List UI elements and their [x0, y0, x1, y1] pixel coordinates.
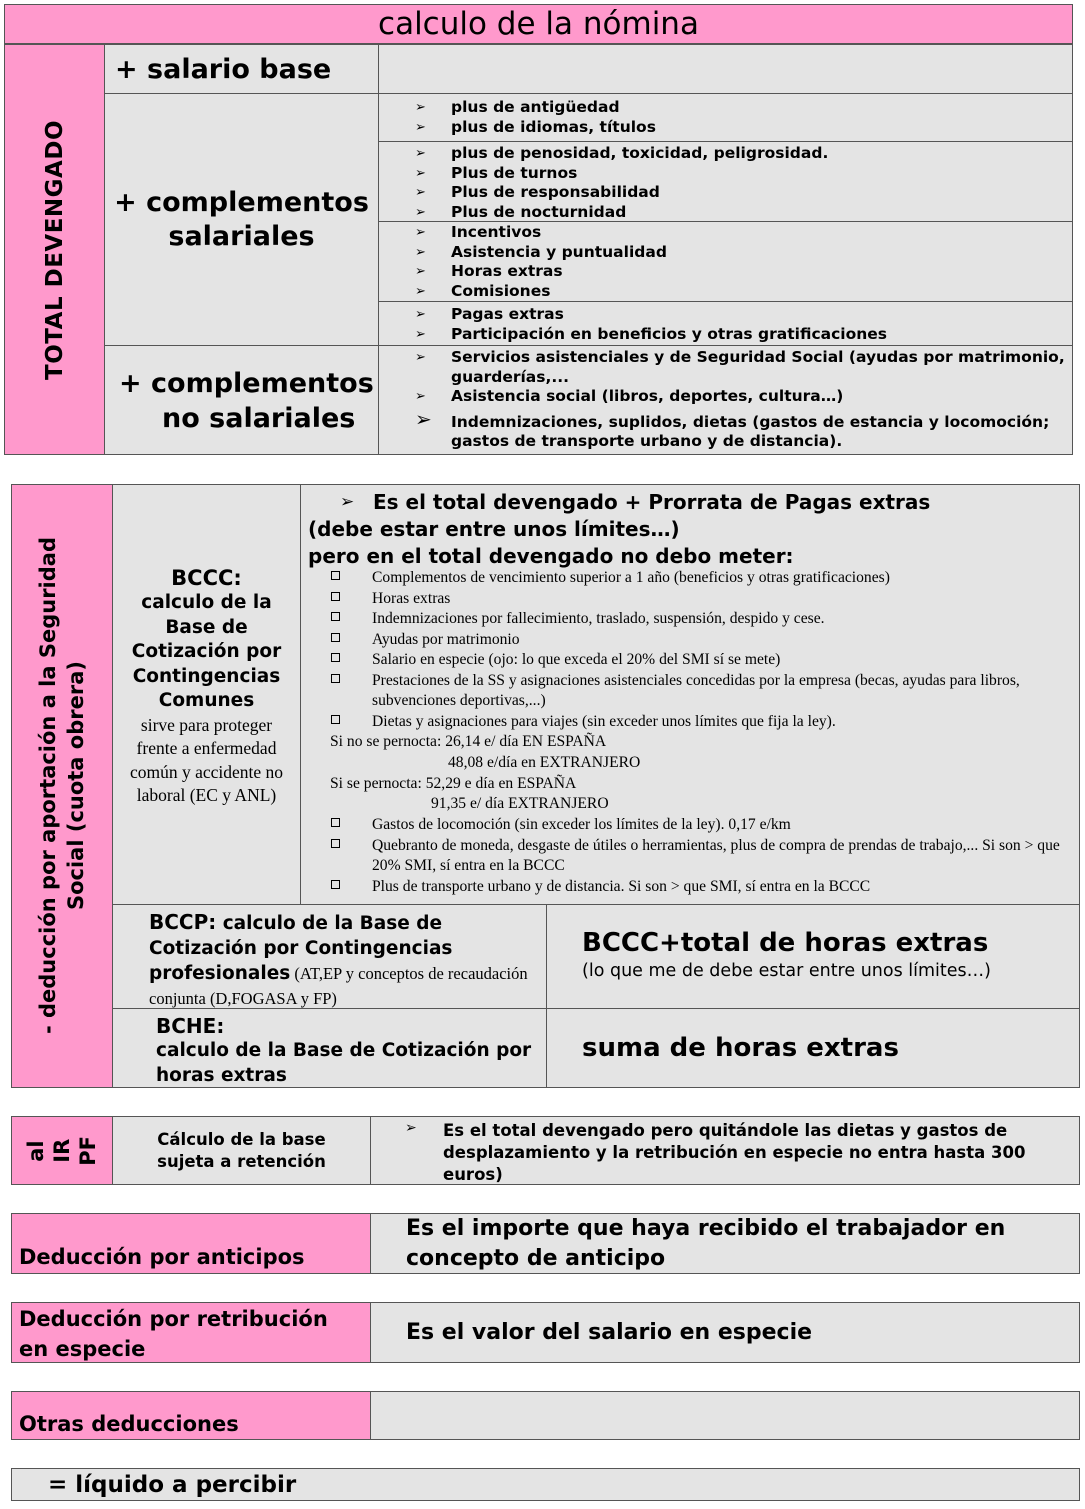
irpf-description: ➢ Es el total devengado pero quitándole las dietas y gastos de desplazamiento y la retribución en especie no entra hasta 300 euros) [370, 1116, 1080, 1185]
complementos-group-3 [378, 221, 1073, 302]
list-item: Ayudas por matrimonio [301, 630, 1069, 651]
arrow-bullet-icon: ➢ [415, 264, 426, 279]
complementos-no-salariales-label: + complementos no salariales [104, 345, 379, 455]
arrow-bullet-icon: ➢ [415, 225, 426, 240]
especie-value: Es el valor del salario en especie [370, 1302, 1080, 1363]
list-item: ➢ Plus de turnos [415, 163, 578, 182]
anticipos-value: Es el importe que haya recibido el trabajador en concepto de anticipo [370, 1213, 1080, 1274]
salario-base-value [378, 44, 1073, 94]
arrow-bullet-icon: ➢ [340, 492, 355, 512]
complementos-no-salariales-list [378, 345, 1073, 455]
list-item: Dietas y asignaciones para viajes (sin exceder unos límites que fija la ley). [301, 712, 1069, 733]
bccc-label: BCCC: calculo de la Base de Cotización por Contingencias Comunes sirve para proteger frente a enfermedad común y accidente no laboral (EC y ANL) [112, 484, 301, 905]
otras-deducciones-value [370, 1391, 1080, 1440]
arrow-bullet-icon: ➢ [415, 350, 426, 365]
list-item: ➢ Participación en beneficios y otras gratificaciones [415, 324, 888, 343]
list-item: ➢ plus de idiomas, títulos [415, 117, 656, 136]
list-item: ➢ Horas extras [415, 262, 563, 280]
list-item: ➢ Asistencia social (libros, deportes, cultura…) [415, 387, 844, 405]
otras-deducciones-label: Otras deducciones [11, 1391, 371, 1440]
list-item: ➢ Pagas extras [415, 305, 564, 323]
total-devengado-label: TOTAL DEVENGADO [41, 119, 68, 380]
list-item: Salario en especie (ojo: lo que exceda el 20% del SMI sí se mete) [301, 650, 1069, 671]
complementos-group-1 [378, 93, 1073, 142]
bccc-detail: ➢ Es el total devengado + Prorrata de Pagas extras (debe estar entre unos límites…) pero en el total devengado no debo meter: Complementos de vencimiento superior a 1 año (beneficios y otras gratificaciones) Horas extras Indemnizaciones por fallecimiento, traslado, suspensión, despido y cese. Ayudas por matrimonio Salario en especie (ojo: lo que exceda el 20% del SMI sí se mete) Prestaciones de la SS y asignaciones asistenciales concedidas por la empresa (becas, ayudas para libros, subvenciones deportivas,...) Dietas y asignaciones para viajes (sin exceder unos límites que fija la ley). Si no se pernocta: 26,14 e/ día EN ESPAÑA 48,08 e/día en EXTRANJERO Si se pernocta: 52,29 e día en ESPAÑA 91,35 e/ día EXTRANJERO Gastos de locomoción (sin exceder los límites de la ley). 0,17 e/km Quebranto de moneda, desgaste de útiles o herramientas, plus de compra de prendas de trabajo,... Si son > que 20% SMI, sí entra en la BCCC Plus de transporte urbano y de distancia. Si son > que SMI, sí entra en la BCCC [300, 484, 1080, 905]
list-item: Complementos de vencimiento superior a 1 año (beneficios y otras gratificaciones) [301, 568, 1069, 589]
dietas-line: Si no se pernocta: 26,14 e/ día EN ESPAÑA [330, 733, 607, 750]
list-item: Quebranto de moneda, desgaste de útiles o herramientas, plus de compra de prendas de trabajo,... Si son > que 20% SMI, sí entra en la BCCC [301, 836, 1069, 877]
irpf-base-label: Cálculo de la base sujeta a retención [112, 1116, 371, 1185]
list-item: Prestaciones de la SS y asignaciones asistenciales concedidas por la empresa (becas, ayudas para libros, subvenciones deportivas,...) [301, 671, 1069, 712]
arrow-bullet-icon: ➢ [415, 307, 426, 322]
page-title [4, 4, 1073, 44]
list-item: ➢ Plus de nocturnidad [415, 202, 627, 221]
arrow-bullet-icon: ➢ [415, 283, 426, 299]
seguridad-social-label: - deducción por aportación a la Seguridad Social (cuota obrera) [36, 537, 88, 1035]
irpf-side [11, 1116, 113, 1185]
checkbox-bullet-icon [331, 592, 340, 601]
arrow-bullet-icon: ➢ [415, 326, 426, 342]
list-item: ➢ Incentivos [415, 223, 542, 241]
dietas-line: 48,08 e/día en EXTRANJERO [448, 753, 641, 771]
arrow-bullet-icon: ➢ [415, 100, 426, 115]
arrow-bullet-icon: ➢ [405, 1120, 417, 1136]
bche-label: BCHE: calculo de la Base de Cotización por horas extras [112, 1008, 547, 1088]
especie-label: Deducción por retribución en especie [11, 1302, 371, 1363]
title-text: calculo de la nómina [378, 5, 699, 42]
bccp-value: BCCC+total de horas extras (lo que me de debe estar entre unos límites…) [546, 904, 1080, 1009]
seguridad-social-side [11, 484, 113, 1088]
checkbox-bullet-icon [331, 612, 340, 621]
list-item: ➢ plus de penosidad, toxicidad, peligrosidad. [415, 144, 829, 162]
checkbox-bullet-icon [331, 839, 340, 848]
checkbox-bullet-icon [331, 818, 340, 827]
complementos-salariales-label: + complementos salariales [104, 93, 379, 346]
total-devengado-side [4, 44, 105, 455]
salario-base-label: + salario base [104, 44, 379, 94]
list-item: ➢ Servicios asistenciales y de Seguridad Social (ayudas por matrimonio, guarderías,... [415, 348, 1065, 386]
arrow-bullet-icon: ➢ [415, 389, 426, 404]
checkbox-bullet-icon [331, 674, 340, 683]
arrow-bullet-icon: ➢ [415, 119, 426, 135]
checkbox-bullet-icon [331, 880, 340, 889]
list-item: Horas extras [301, 589, 1069, 610]
checkbox-bullet-icon [331, 571, 340, 580]
checkbox-bullet-icon [331, 715, 340, 724]
list-item: Indemnizaciones por fallecimiento, traslado, suspensión, despido y cese. [301, 609, 1069, 630]
complementos-group-4 [378, 301, 1073, 346]
list-item: ➢ Indemnizaciones, suplidos, dietas (gastos de estancia y locomoción; gastos de transporte urbano y de distancia). [415, 406, 1050, 450]
list-item: ➢ Plus de responsabilidad [415, 183, 660, 201]
list-item: ➢ Comisiones [415, 281, 551, 300]
arrow-bullet-icon: ➢ [415, 204, 426, 220]
dietas-line: Si se pernocta: 52,29 e día en ESPAÑA [330, 774, 577, 792]
bccp-label: BCCP: calculo de la Base de Cotización por Contingencias profesionales (AT,EP y conceptos de recaudación conjunta (D,FOGASA y FP) [112, 904, 547, 1009]
arrow-bullet-icon: ➢ [415, 165, 426, 181]
arrow-bullet-icon: ➢ [415, 244, 426, 260]
list-item: Plus de transporte urbano y de distancia. Si son > que SMI, sí entra en la BCCC [301, 877, 1069, 898]
arrow-bullet-icon: ➢ [415, 146, 426, 161]
checkbox-bullet-icon [331, 653, 340, 662]
irpf-label: al IR PF [24, 1135, 100, 1166]
arrow-bullet-icon: ➢ [415, 185, 426, 200]
bche-value: suma de horas extras [546, 1008, 1080, 1088]
list-item: ➢ plus de antigüedad [415, 98, 620, 116]
dietas-line: 91,35 e/ día EXTRANJERO [431, 795, 609, 813]
list-item: ➢ Asistencia y puntualidad [415, 242, 667, 261]
anticipos-label: Deducción por anticipos [11, 1213, 371, 1274]
liquido-a-percibir: = líquido a percibir [11, 1468, 1080, 1501]
list-item: Gastos de locomoción (sin exceder los límites de la ley). 0,17 e/km [301, 815, 1069, 836]
arrow-bullet-icon: ➢ [415, 406, 432, 431]
complementos-group-2 [378, 141, 1073, 222]
checkbox-bullet-icon [331, 633, 340, 642]
